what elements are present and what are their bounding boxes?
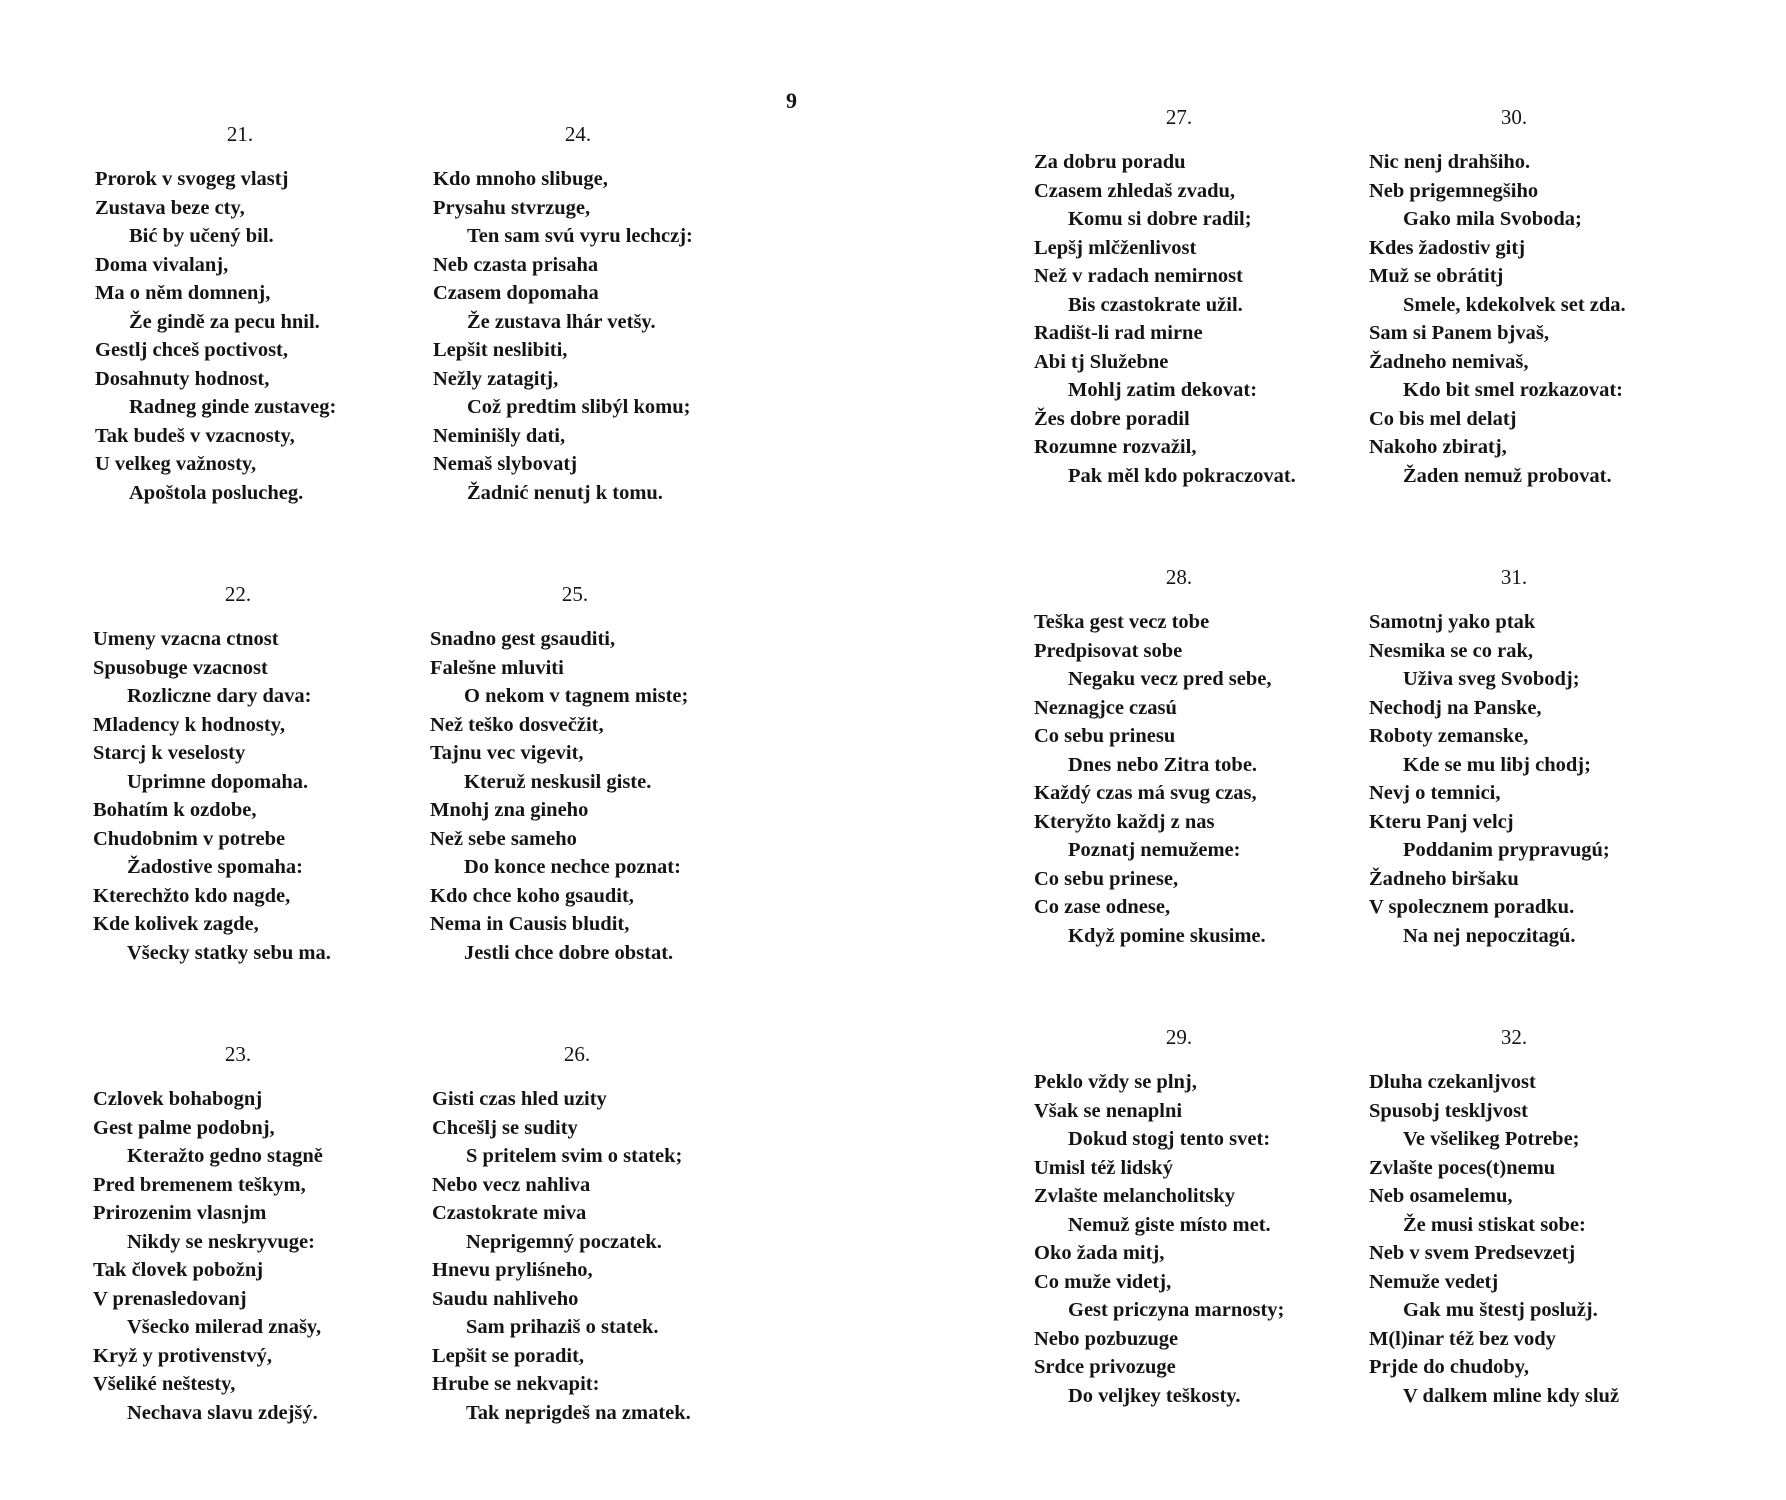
poem-line: Lepšj mlčženlivost xyxy=(1034,236,1197,259)
poem-line: Všecky statky sebu ma. xyxy=(127,941,331,964)
poem-lines xyxy=(1034,1068,1364,1410)
poem-line: Že zustava lhár vetšy. xyxy=(467,310,656,333)
poem-line: Muž se obrátitj xyxy=(1369,265,1504,287)
poem-line: Kteražto gedno stagně xyxy=(127,1145,323,1167)
poem-line: Sam prihaziš o statek. xyxy=(466,1316,659,1338)
poem-line: Než sebe sameho xyxy=(430,827,577,850)
poem-line: Dnes nebo Zitra tobe. xyxy=(1068,753,1258,776)
poem-line: Abi tj Služebne xyxy=(1034,350,1169,373)
page-number: 9 xyxy=(786,88,797,113)
poem-line: Gako mila Svoboda; xyxy=(1403,208,1582,230)
poem-line: Nechava slavu zdejšý. xyxy=(127,1401,318,1424)
poem-line: Nikdy se neskryvuge: xyxy=(127,1230,315,1253)
poem-line: Bohatím k ozdobe, xyxy=(93,799,257,821)
poem-line: Než v radach nemirnost xyxy=(1034,265,1243,287)
poem-lines xyxy=(1369,1068,1699,1410)
poem-number: 31. xyxy=(1500,565,1528,589)
poem-line: Radneg ginde zustaveg: xyxy=(129,396,337,418)
poem-line: V spolecznem poradku. xyxy=(1369,896,1575,918)
poem-line: Kde kolivek zagde, xyxy=(93,913,259,935)
poem-line: Ten sam svú vyru lechczj: xyxy=(467,225,693,247)
poem-line: U velkeg važnosty, xyxy=(95,453,257,475)
poem-line: Jestli chce dobre obstat. xyxy=(464,941,674,964)
poem-number: 25. xyxy=(561,582,589,606)
poem-line: Kryž y protivenstvý, xyxy=(93,1344,272,1367)
poem-line: Nakoho zbiratj, xyxy=(1369,436,1507,458)
poem-line: Samotnj yako ptak xyxy=(1369,611,1536,633)
poem-line: Peklo vždy se plnj, xyxy=(1034,1071,1197,1093)
poem-line: Srdce privozuge xyxy=(1034,1356,1176,1378)
poem-line: V prenasledovanj xyxy=(93,1287,247,1310)
poem-line: Kdo chce koho gsaudit, xyxy=(430,884,634,907)
poem-line: Starcj k veselosty xyxy=(93,742,246,764)
poem-line: Na nej nepoczitagú. xyxy=(1403,924,1576,947)
poem-line: Gak mu štestj poslužj. xyxy=(1403,1299,1598,1321)
poem-line: Umisl též lidský xyxy=(1034,1156,1173,1179)
poem-line: Co sebu prinese, xyxy=(1034,867,1179,890)
poem-lines xyxy=(1034,608,1364,950)
poem-line: Negaku vecz pred sebe, xyxy=(1068,668,1272,690)
poem-line: Prorok v svogeg vlastj xyxy=(95,168,289,190)
poem-number: 21. xyxy=(226,122,254,146)
poem-line: Což predtim slibýl komu; xyxy=(467,396,691,418)
poem-line: Kteru Panj velcj xyxy=(1369,810,1514,833)
poem-number: 24. xyxy=(564,122,592,146)
poem-line: V dalkem mline kdy služ xyxy=(1403,1384,1620,1407)
poem-line: Neminišly dati, xyxy=(433,424,566,447)
poem-number: 28. xyxy=(1165,565,1193,589)
poem-line: Teška gest vecz tobe xyxy=(1034,611,1210,633)
poem-line: Zvlašte melancholitsky xyxy=(1034,1185,1236,1207)
poem-line: Nic nenj drahšiho. xyxy=(1369,151,1531,173)
poem-line: Falešne mluviti xyxy=(430,656,564,679)
poem-number: 27. xyxy=(1165,105,1193,129)
poem-line: Kde se mu libj chodj; xyxy=(1403,753,1591,776)
poem-line: Lepšit se poradit, xyxy=(432,1344,585,1367)
poem-block xyxy=(1034,565,1364,950)
poem-line: Uživa sveg Svobodj; xyxy=(1403,668,1580,690)
poem-block xyxy=(1034,105,1364,490)
poem-line: Kdes žadostiv gitj xyxy=(1369,236,1526,259)
poem-line: Czastokrate miva xyxy=(432,1202,587,1224)
poem-line: Snadno gest gsauditi, xyxy=(430,628,616,650)
poem-number: 29. xyxy=(1165,1025,1193,1049)
poem-line: Však se nenaplni xyxy=(1034,1099,1183,1122)
poem-block xyxy=(433,122,763,507)
poem-line: Tak budeš v vzacnosty, xyxy=(95,424,295,447)
poem-lines xyxy=(93,1085,423,1427)
poem-line: Poddanim prypravugú; xyxy=(1403,839,1610,861)
poem-line: Predpisovat sobe xyxy=(1034,639,1183,662)
poem-number: 26. xyxy=(563,1042,591,1066)
poem-line: O nekom v tagnem miste; xyxy=(464,685,689,707)
poem-number: 30. xyxy=(1500,105,1528,129)
poem-line: Žadneho biršaku xyxy=(1369,867,1519,890)
poem-line: Když pomine skusime. xyxy=(1068,924,1266,947)
poem-line: Lepšit neslibiti, xyxy=(433,339,568,361)
poem-line: Pak měl kdo pokraczovat. xyxy=(1068,464,1296,487)
poem-line: M(l)inar též bez vody xyxy=(1369,1327,1556,1350)
poem-line: Czasem zhledaš zvadu, xyxy=(1034,179,1236,202)
poem-line: Radišt-li rad mirne xyxy=(1034,322,1203,344)
poem-line: Ve všelikeg Potrebe; xyxy=(1403,1128,1580,1150)
poem-line: Neprigemný poczatek. xyxy=(466,1230,662,1253)
poem-line: Bis czastokrate užil. xyxy=(1068,293,1243,316)
poem-lines xyxy=(1034,148,1364,490)
poem-line: Za dobru poradu xyxy=(1034,151,1186,173)
poem-line: Nežly zatagitj, xyxy=(433,367,559,390)
poem-line: Gestlj chceš poctivost, xyxy=(95,339,288,361)
poem-line: Kterechžto kdo nagde, xyxy=(93,884,291,907)
poem-line: Oko žada mitj, xyxy=(1034,1242,1165,1264)
poem-block xyxy=(93,1042,423,1427)
poem-line: Tajnu vec vigevit, xyxy=(430,742,584,764)
poem-line: Nebo pozbuzuge xyxy=(1034,1327,1179,1350)
poem-line: Sam si Panem bjvaš, xyxy=(1369,322,1549,344)
poem-line: Chcešlj se sudity xyxy=(432,1116,578,1139)
poem-block xyxy=(95,122,425,507)
poem-line: Prysahu stvrzuge, xyxy=(433,196,591,219)
poem-lines xyxy=(95,165,425,507)
poem-line: Zvlašte poces(t)nemu xyxy=(1369,1156,1556,1179)
poem-line: Všecko milerad znašy, xyxy=(127,1316,322,1338)
poem-block xyxy=(93,582,423,967)
poem-lines xyxy=(1369,148,1699,490)
poem-line: Dluha czekanljvost xyxy=(1369,1071,1536,1093)
poem-line: Hnevu pryliśneho, xyxy=(432,1259,593,1281)
poem-lines xyxy=(93,625,423,967)
poem-line: Gisti czas hled uzity xyxy=(432,1088,607,1110)
poem-line: Neb prigemnegšiho xyxy=(1369,179,1539,202)
poem-lines xyxy=(433,165,763,507)
poem-line: Nemuž giste místo met. xyxy=(1068,1213,1271,1236)
poem-block xyxy=(1369,105,1699,490)
poem-line: Czlovek bohabognj xyxy=(93,1088,263,1110)
poem-line: Kteruž neskusil giste. xyxy=(464,770,652,793)
poem-line: Rozumne rozvažil, xyxy=(1034,436,1197,458)
poem-lines xyxy=(1369,608,1699,950)
poem-line: Bić by učený bil. xyxy=(129,225,274,247)
poem-line: Žadneho nemivaš, xyxy=(1369,350,1529,373)
poem-number: 23. xyxy=(224,1042,252,1066)
poem-line: Gest priczyna marnosty; xyxy=(1068,1299,1285,1321)
poem-line: Komu si dobre radil; xyxy=(1068,208,1252,230)
poem-line: Chudobnim v potrebe xyxy=(93,827,286,850)
poem-line: Co muže videtj, xyxy=(1034,1270,1172,1293)
poem-line: Kdo mnoho slibuge, xyxy=(433,168,608,190)
poem-line: Co bis mel delatj xyxy=(1369,407,1517,430)
poem-lines xyxy=(432,1085,762,1427)
poem-line: Poznatj nemužeme: xyxy=(1068,839,1241,861)
poem-line: Všeliké neštesty, xyxy=(93,1373,236,1395)
poem-line: Nemaš slybovatj xyxy=(433,453,578,475)
poem-line: Pred bremenem teškym, xyxy=(93,1173,306,1196)
poem-line: Nebo vecz nahliva xyxy=(432,1173,591,1196)
poem-line: Hrube se nekvapit: xyxy=(432,1373,600,1395)
poem-line: Mnohj zna gineho xyxy=(430,799,589,821)
poem-line: Doma vivalanj, xyxy=(95,253,229,276)
poem-line: Umeny vzacna ctnost xyxy=(93,628,279,650)
poem-line: Saudu nahliveho xyxy=(432,1287,579,1310)
poem-line: Rozliczne dary dava: xyxy=(127,685,312,707)
poem-line: Mohlj zatim dekovat: xyxy=(1068,379,1258,401)
poem-line: Spusobj teskljvost xyxy=(1369,1099,1528,1122)
poem-line: Žadnić nenutj k tomu. xyxy=(467,481,663,504)
poem-line: Neznagjce czasú xyxy=(1034,696,1177,719)
poem-line: Czasem dopomaha xyxy=(433,282,599,304)
poem-line: Uprimne dopomaha. xyxy=(127,770,309,793)
poem-line: Spusobuge vzacnost xyxy=(93,656,268,679)
poem-line: Prjde do chudoby, xyxy=(1369,1356,1530,1378)
poem-line: Žadostive spomaha: xyxy=(127,856,303,878)
poem-line: Neb v svem Predsevzetj xyxy=(1369,1242,1576,1264)
poem-line: Nesmika se co rak, xyxy=(1369,639,1533,662)
poem-line: Nema in Causis bludit, xyxy=(430,913,630,935)
poem-line: Tak človek pobožnj xyxy=(93,1259,264,1281)
poem-block xyxy=(1369,565,1699,950)
poem-line: Roboty zemanske, xyxy=(1369,725,1529,747)
poem-line: Nevj o temnici, xyxy=(1369,782,1501,804)
poem-block xyxy=(432,1042,762,1427)
poem-line: Dosahnuty hodnost, xyxy=(95,367,270,390)
poem-block xyxy=(1369,1025,1699,1410)
poem-line: Gest palme podobnj, xyxy=(93,1116,275,1139)
poem-number: 32. xyxy=(1500,1025,1528,1049)
poem-line: Prirozenim vlasnjm xyxy=(93,1202,267,1224)
poem-line: Do veljkey teškosty. xyxy=(1068,1384,1241,1407)
poem-line: Že musi stiskat sobe: xyxy=(1403,1213,1586,1236)
poem-line: Tak neprigdeš na zmatek. xyxy=(466,1401,691,1424)
poem-line: Mladency k hodnosty, xyxy=(93,713,285,736)
poem-block xyxy=(1034,1025,1364,1410)
poem-line: Ma o něm domnenj, xyxy=(95,282,271,304)
poem-line: Žaden nemuž probovat. xyxy=(1403,464,1612,487)
poem-line: Než teško dosvečžit, xyxy=(430,713,604,736)
poem-line: Kdo bit smel rozkazovat: xyxy=(1403,379,1623,401)
poem-line: Co zase odnese, xyxy=(1034,896,1171,918)
poem-line: S pritelem svim o statek; xyxy=(466,1145,683,1167)
poem-line: Nemuže vedetj xyxy=(1369,1270,1499,1293)
poem-line: Co sebu prinesu xyxy=(1034,725,1176,747)
poem-line: Neb osamelemu, xyxy=(1369,1185,1513,1207)
poem-line: Zustava beze cty, xyxy=(95,196,245,219)
poem-line: Neb czasta prisaha xyxy=(433,253,599,276)
poem-number: 22. xyxy=(224,582,252,606)
poem-line: Do konce nechce poznat: xyxy=(464,856,681,878)
poem-line: Smele, kdekolvek set zda. xyxy=(1403,293,1626,316)
poem-line: Že gindě za pecu hnil. xyxy=(129,310,320,333)
poem-line: Každý czas má svug czas, xyxy=(1034,782,1257,804)
poem-line: Kteryžto každj z nas xyxy=(1034,810,1215,833)
poem-line: Apoštola poslucheg. xyxy=(129,481,304,504)
poem-line: Nechodj na Panske, xyxy=(1369,696,1542,719)
poem-block xyxy=(430,582,760,967)
poem-line: Dokud stogj tento svet: xyxy=(1068,1128,1271,1150)
poem-lines xyxy=(430,625,760,967)
poem-line: Žes dobre poradil xyxy=(1034,407,1190,430)
